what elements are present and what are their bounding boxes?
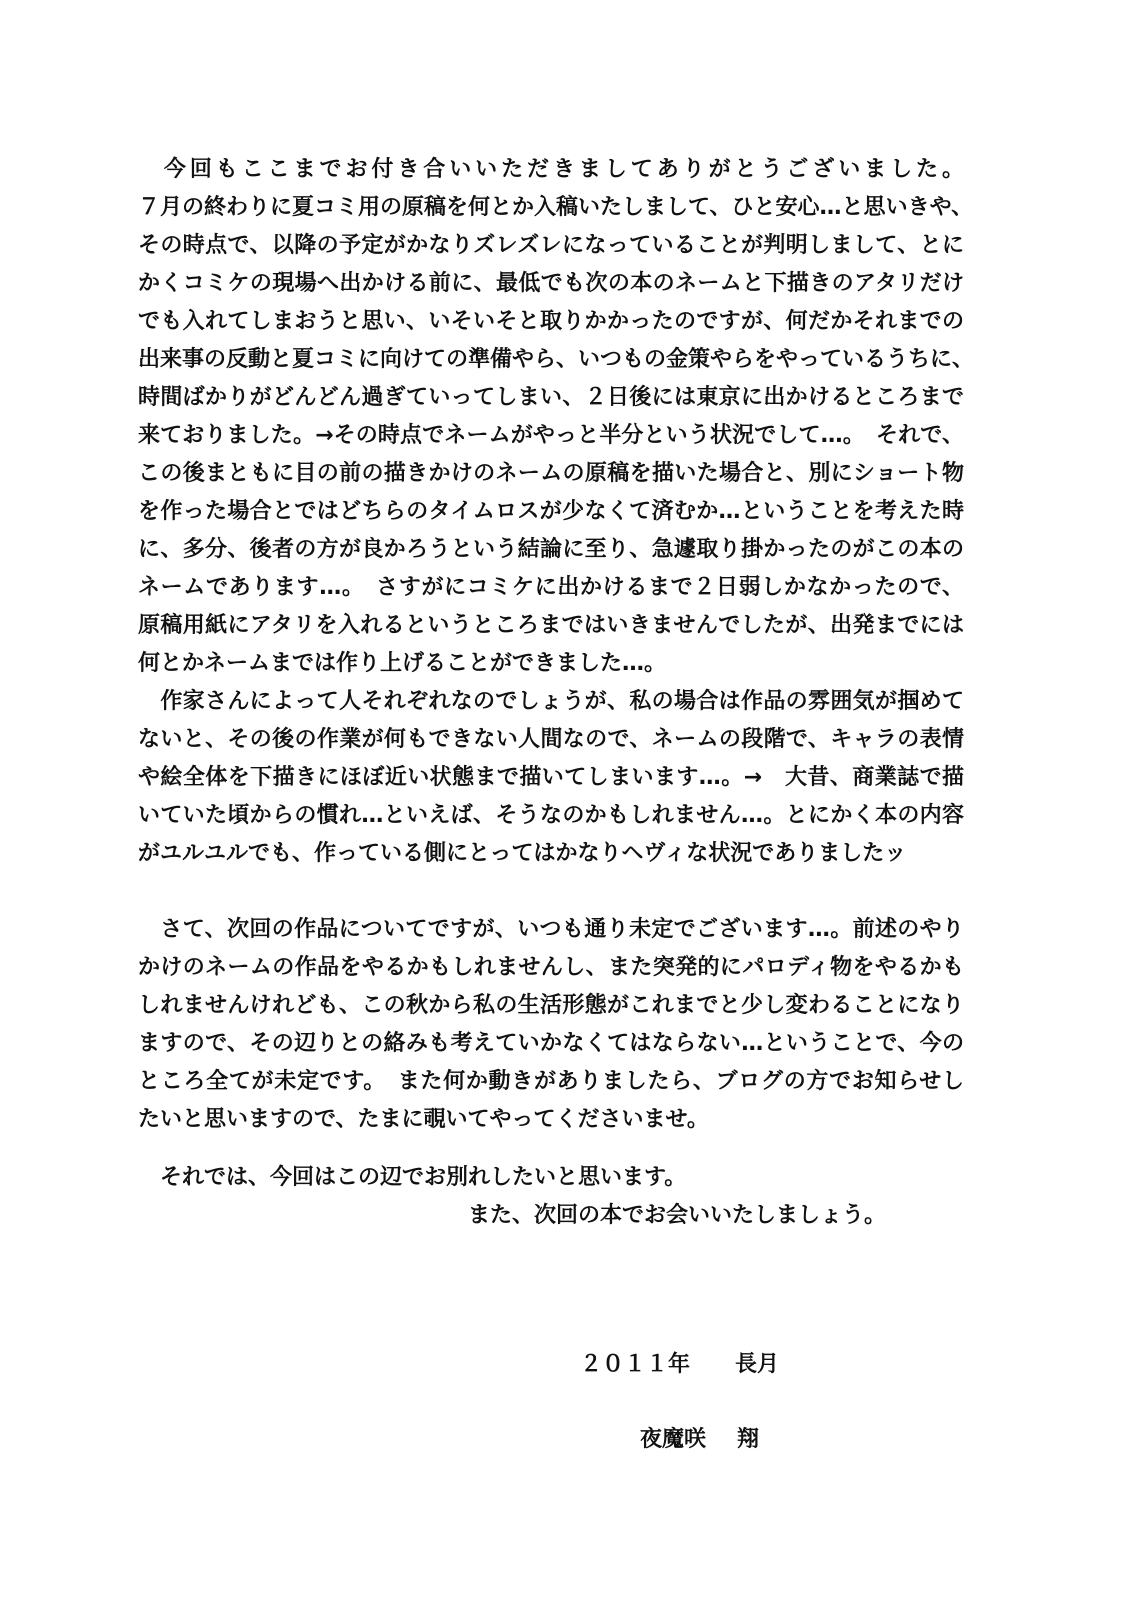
text-line: 作家さんによって人それぞれなのでしょうが、私の場合は作品の雰囲気が掴めて xyxy=(138,689,964,714)
text-line: 出来事の反動と夏コミに向けての準備やら、いつもの金策やらをやっているうちに、 xyxy=(138,347,975,372)
text-line: さて、次回の作品についてですが、いつも通り未定でございます…。前述のやり xyxy=(138,917,964,942)
text-line: 原稿用紙にアタリを入れるというところまではいきませんでしたが、出発までには xyxy=(138,613,964,638)
text-line: その時点で、以降の予定がかなりズレズレになっていることが判明しまして、とに xyxy=(138,233,964,258)
text-line: しれませんけれども、この秋から私の生活形態がこれまでと少し変わることになり xyxy=(138,993,964,1018)
date-month: 長月 xyxy=(735,1352,780,1377)
text-line: ７月の終わりに夏コミ用の原稿を何とか入稿いたしまして、ひと安心…と思いきや、 xyxy=(138,195,974,220)
text-line: や絵全体を下描きにほぼ近い状態まで描いてしまいます…。→ 大昔、商業誌で描 xyxy=(138,765,964,790)
text-line: 何とかネームまでは作り上げることができました…。 xyxy=(138,651,667,676)
text-line: かけのネームの作品をやるかもしれませんし、また突発的にパロディ物をやるかも xyxy=(138,955,964,980)
text-line: ネームであります…。 さすがにコミケに出かけるまで２日弱しかなかったので、 xyxy=(138,575,964,600)
text-line: ないと、その後の作業が何もできない人間なので、ネームの段階で、キャラの表情 xyxy=(138,727,964,752)
closing-line-2: また、次回の本でお会いいたしましょう。 xyxy=(468,1203,887,1228)
text-line: に、多分、後者の方が良かろうという結論に至り、急遽取り掛かったのがこの本の xyxy=(138,537,964,562)
author-given-name: 翔 xyxy=(737,1427,760,1452)
closing-line-1: それでは、今回はこの辺でお別れしたいと思います。 xyxy=(138,1165,687,1190)
text-line: かくコミケの現場へ出かける前に、最低でも次の本のネームと下描きのアタリだけ xyxy=(138,271,964,296)
text-line: ますので、その辺りとの絡みも考えていかなくてはならない…ということで、今の xyxy=(138,1031,964,1056)
text-line: を作った場合とではどちらのタイムロスが少なくて済むか…ということを考えた時 xyxy=(138,499,964,524)
text-line: でも入れてしまおうと思い、いそいそと取りかかったのですが、何だかそれまでの xyxy=(138,309,964,334)
author-family-name: 夜魔咲 xyxy=(640,1427,707,1452)
text-line: この後まともに目の前の描きかけのネームの原稿を描いた場合と、別にショート物 xyxy=(138,461,964,486)
text-line: いていた頃からの慣れ…といえば、そうなのかもしれません…。とにかく本の内容 xyxy=(138,803,964,828)
text-line: ところ全てが未定です。 また何か動きがありましたら、ブログの方でお知らせし xyxy=(138,1069,964,1094)
text-line: たいと思いますので、たまに覗いてやってくださいませ。 xyxy=(138,1107,709,1132)
text-line: 時間ばかりがどんどん過ぎていってしまい、２日後には東京に出かけるところまで xyxy=(138,385,964,410)
text-line: 来ておりました。→その時点でネームがやっと半分という状況でして…。 それで、 xyxy=(138,423,964,448)
text-line: がユルユルでも、作っている側にとってはかなりヘヴィな状況でありましたッ xyxy=(138,841,907,866)
text-line: 今回もここまでお付き合いいただきましてありがとうございました。 xyxy=(138,157,964,182)
date-year: ２０１１年 xyxy=(580,1352,691,1377)
